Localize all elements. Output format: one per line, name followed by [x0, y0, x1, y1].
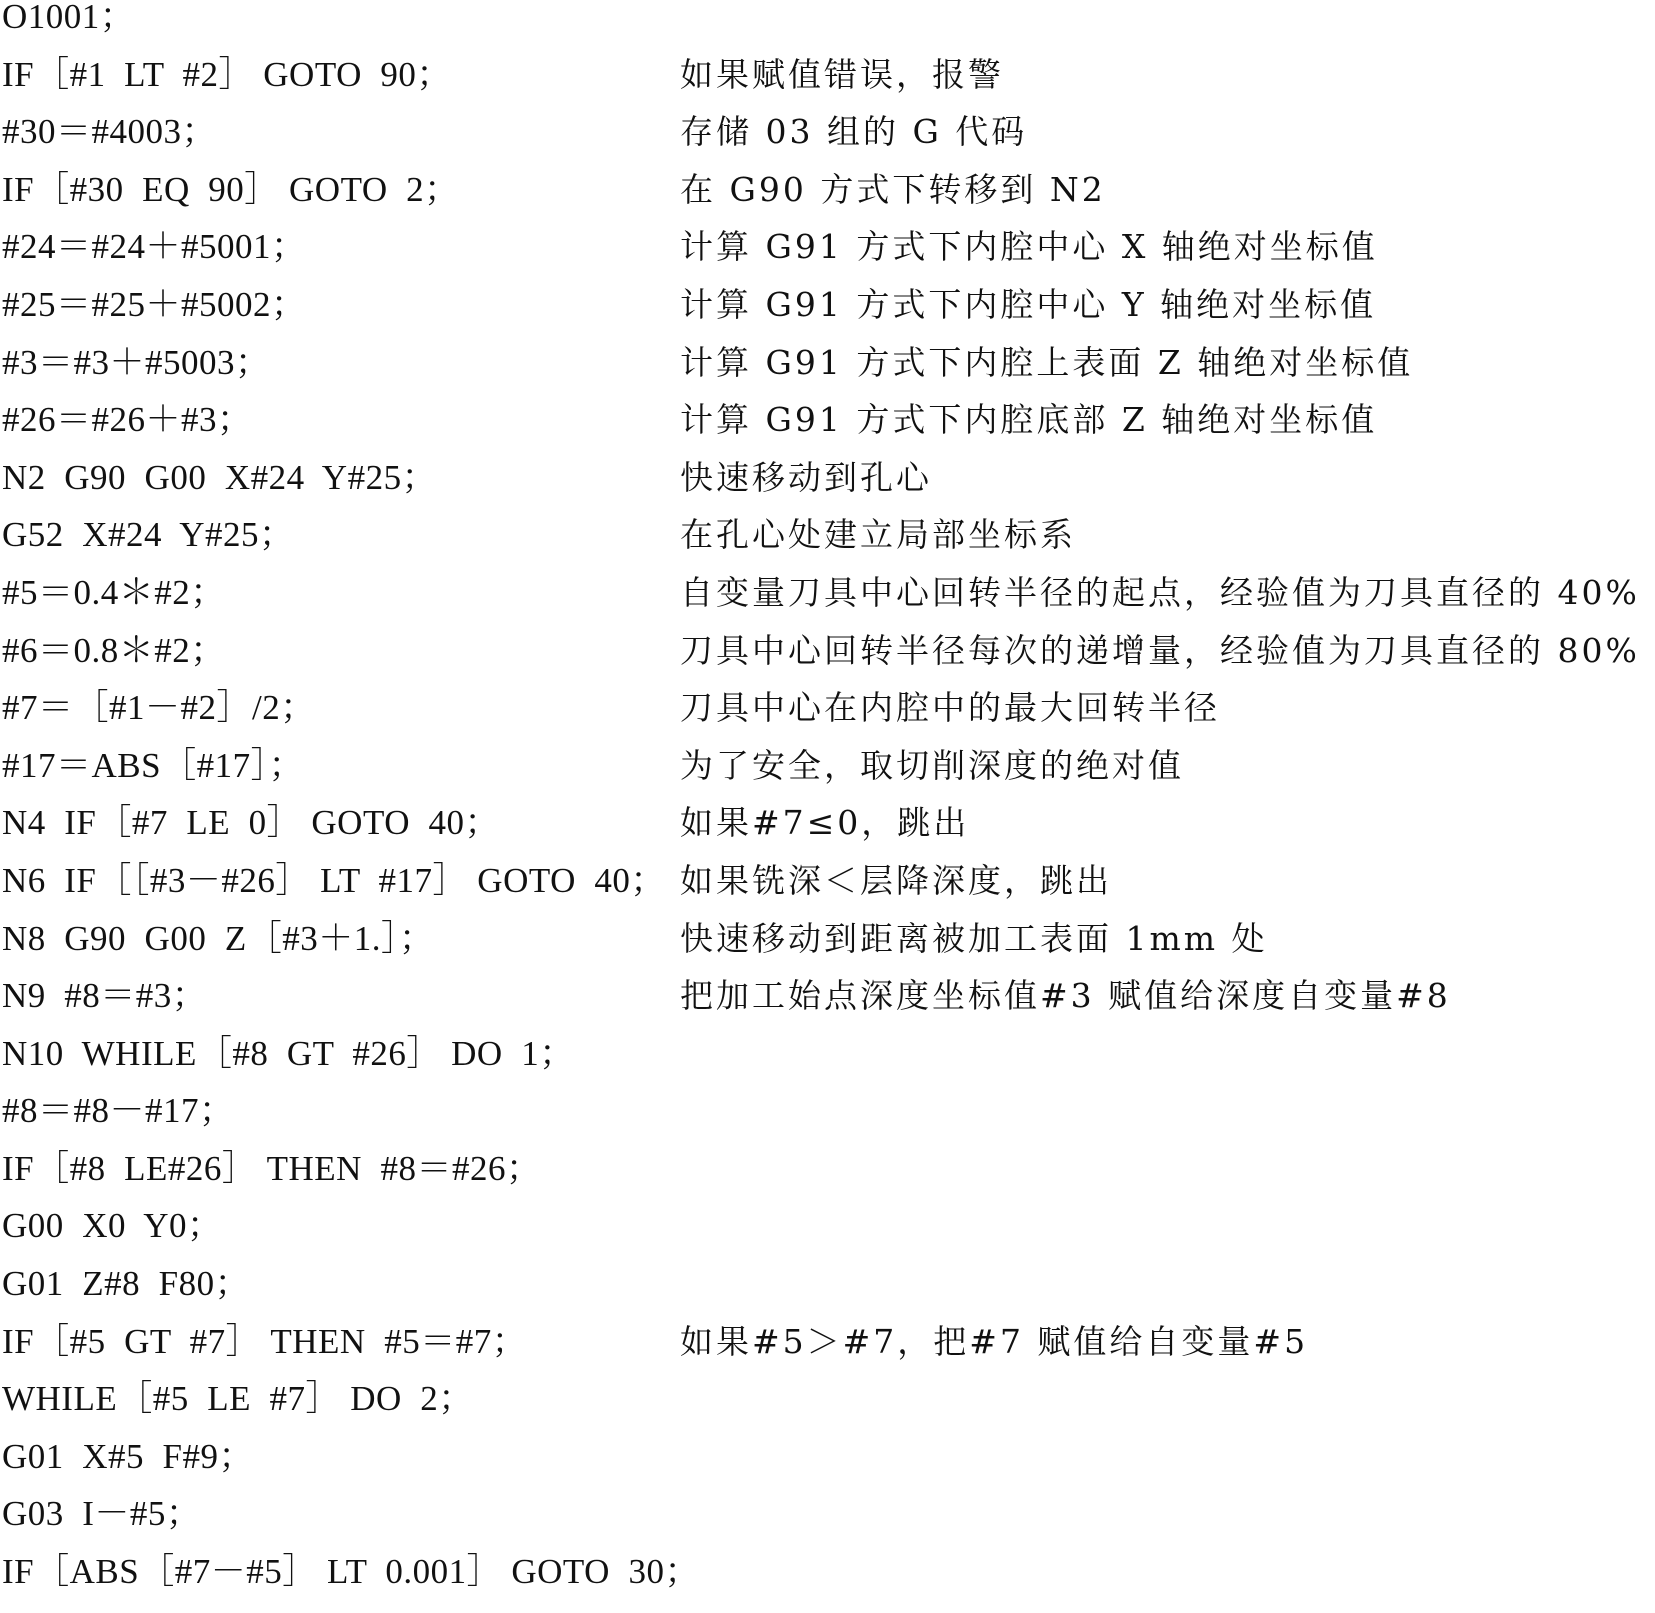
- comment-text: 存储 03 组的 G 代码: [680, 112, 1028, 152]
- comment-text: 计算 G91 方式下内腔上表面 Z 轴绝对坐标值: [680, 342, 1414, 382]
- program-line: [0, 1033, 1655, 1095]
- comment-text: 在 G90 方式下转移到 N2: [680, 169, 1106, 209]
- code-text: G03 I－#5；: [2, 1494, 202, 1534]
- code-text: #8＝#8－#17；: [2, 1091, 235, 1131]
- comment-text: 如果赋值错误，报警: [680, 54, 1004, 94]
- code-text: #26＝#26＋#3；: [2, 400, 253, 440]
- program-line: [0, 1552, 1655, 1613]
- code-text: #7＝［#1－#2］/2；: [2, 688, 316, 728]
- comment-text: 刀具中心在内腔中的最大回转半径: [680, 688, 1220, 728]
- comment-text: 计算 G91 方式下内腔中心 X 轴绝对坐标值: [680, 227, 1378, 267]
- code-text: WHILE［#5 LE #7］ DO 2；: [2, 1379, 474, 1419]
- comment-text: 如果#5＞#7，把#7 赋值给自变量#5: [680, 1321, 1309, 1361]
- code-text: N10 WHILE［#8 GT #26］ DO 1；: [2, 1033, 575, 1073]
- code-text: IF［#5 GT #7］ THEN #5＝#7；: [2, 1321, 528, 1361]
- program-line: [0, 1148, 1655, 1210]
- comment-text: 如果铣深＜层降深度，跳出: [680, 860, 1112, 900]
- code-text: #30＝#4003；: [2, 112, 218, 152]
- code-text: #24＝#24＋#5001；: [2, 227, 307, 267]
- comment-text: 在孔心处建立局部坐标系: [680, 515, 1076, 555]
- code-text: #6＝0.8＊#2；: [2, 630, 226, 670]
- comment-text: 把加工始点深度坐标值#3 赋值给深度自变量#8: [680, 976, 1451, 1016]
- code-text: IF［#30 EQ 90］ GOTO 2；: [2, 169, 460, 209]
- code-text: O1001；: [2, 0, 136, 36]
- code-text: N2 G90 G00 X#24 Y#25；: [2, 457, 438, 497]
- code-text: G52 X#24 Y#25；: [2, 515, 295, 555]
- code-text: #25＝#25＋#5002；: [2, 284, 307, 324]
- code-text: G01 Z#8 F80；: [2, 1264, 251, 1304]
- comment-text: 自变量刀具中心回转半径的起点，经验值为刀具直径的 40%: [680, 572, 1640, 612]
- code-text: #3＝#3＋#5003；: [2, 342, 271, 382]
- comment-text: 计算 G91 方式下内腔底部 Z 轴绝对坐标值: [680, 400, 1378, 440]
- code-text: #17＝ABS［#17］；: [2, 745, 305, 785]
- comment-text: 计算 G91 方式下内腔中心 Y 轴绝对坐标值: [680, 284, 1377, 324]
- comment-text: 如果#7≤0，跳出: [680, 803, 970, 843]
- program-line: [0, 1436, 1655, 1498]
- code-text: N6 IF［［#3－#26］ LT #17］ GOTO 40；: [2, 860, 666, 900]
- code-text: IF［#8 LE#26］ THEN #8＝#26；: [2, 1148, 542, 1188]
- comment-text: 快速移动到孔心: [680, 457, 932, 497]
- code-text: N9 #8＝#3；: [2, 976, 208, 1016]
- code-text: IF［ABS［#7－#5］ LT 0.001］ GOTO 30；: [2, 1552, 700, 1592]
- code-text: G01 X#5 F#9；: [2, 1436, 255, 1476]
- comment-text: 为了安全，取切削深度的绝对值: [680, 745, 1184, 785]
- code-text: N4 IF［#7 LE 0］ GOTO 40；: [2, 803, 500, 843]
- code-text: IF［#1 LT #2］ GOTO 90；: [2, 54, 452, 94]
- code-text: #5＝0.4＊#2；: [2, 572, 226, 612]
- comment-text: 刀具中心回转半径每次的递增量，经验值为刀具直径的 80%: [680, 630, 1640, 670]
- code-text: G00 X0 Y0；: [2, 1206, 223, 1246]
- code-text: N8 G90 G00 Z［#3＋1.］；: [2, 918, 435, 958]
- comment-text: 快速移动到距离被加工表面 1mm 处: [680, 918, 1268, 958]
